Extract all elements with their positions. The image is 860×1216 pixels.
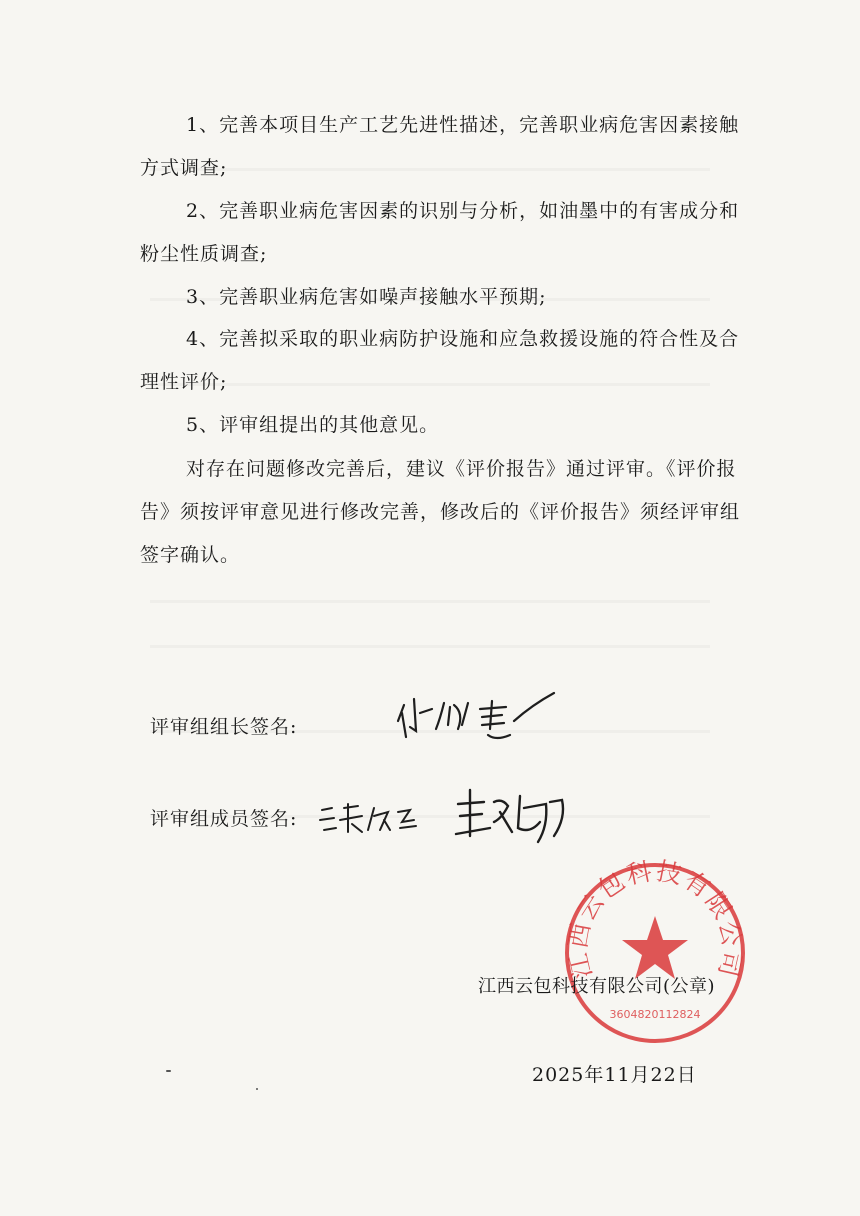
seal-code: 3604820112824 [609, 1008, 701, 1021]
scan-speck [166, 1070, 171, 1072]
bleed-through-line [150, 645, 710, 648]
leader-signature [392, 685, 562, 745]
company-seal [560, 858, 750, 1048]
member-signature-1 [318, 800, 418, 840]
item-4: 4、完善拟采取的职业病防护设施和应急救援设施的符合性及合理性评价; [140, 328, 740, 393]
leader-signature-label: 评审组组长签名: [150, 716, 298, 738]
seal-star-icon [622, 916, 688, 979]
seal-name: 江西云包科技有限公司 [563, 858, 747, 982]
scan-speck [256, 1088, 258, 1090]
item-3: 3、完善职业病危害如噪声接触水平预期; [186, 286, 547, 308]
item-5: 5、评审组提出的其他意见。 [186, 414, 440, 436]
item-2: 2、完善职业病危害因素的识别与分析，如油墨中的有害成分和粉尘性质调查; [140, 200, 740, 265]
member-signature-2 [450, 782, 580, 852]
document-date: 2025年11月22日 [532, 1064, 697, 1086]
members-signature-label: 评审组成员签名: [150, 808, 298, 830]
item-1: 1、完善本项目生产工艺先进性描述，完善职业病危害因素接触方式调查; [140, 114, 740, 179]
company-stamp-line: 江西云包科技有限公司(公章) [478, 976, 716, 997]
conclusion-paragraph: 对存在问题修改完善后，建议《评价报告》通过评审。《评价报告》须按评审意见进行修改完善，修改后的《评价报告》须经评审组签字确认。 [140, 458, 741, 566]
bleed-through-line [150, 600, 710, 603]
